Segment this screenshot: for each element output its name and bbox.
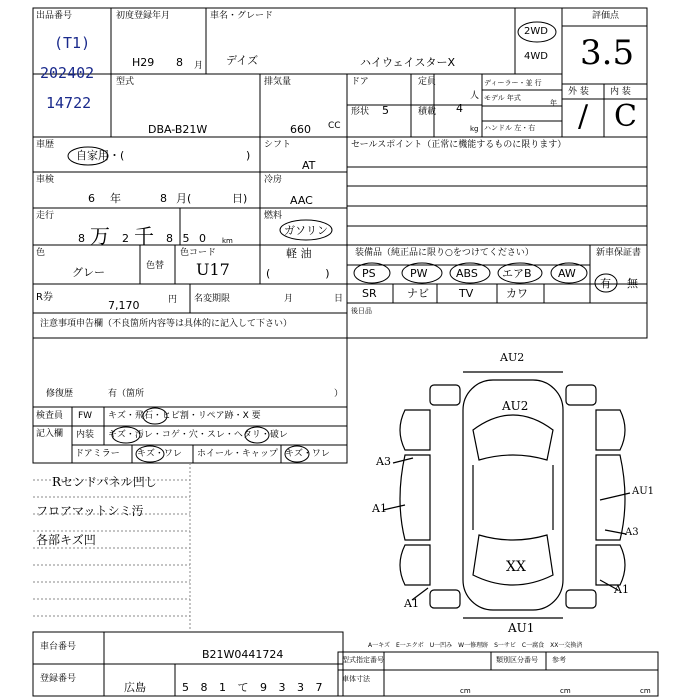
inspector-label: 検査員 [36,411,64,421]
footer-class-number: 類別区分番号 [496,656,538,664]
mirror-text: キズ・ワレ [137,449,182,459]
fuel-gasoline: ガソリン [284,224,328,237]
color-code-label: 色コード [180,248,217,258]
mark-au2-hood: AU2 [502,399,529,413]
interior-row-label: 内装 [76,430,95,440]
warranty-no: 無 [627,277,638,290]
fw-text: キズ・飛石・ヒビ割・リペア跡・X 要 [108,411,261,421]
mark-a3-left: A3 [376,455,391,468]
recycle-label: R券 [36,292,53,303]
lot-line-1: (T1) [54,34,91,52]
damage-legend: A一キズ E一エクボ U一凹み W一修理跡 S一サビ C一腐食 XX一交換済 [368,642,583,649]
equip-tv: TV [459,287,474,300]
capacity-value: 4 [456,102,463,115]
handnote-2: フロアマットシミ汚 [36,504,144,518]
warranty-yes: 有 [600,277,611,290]
mark-au2-top: AU2 [500,351,525,364]
repair-close: ） [334,389,344,399]
footer-cm-3: cm [640,687,651,695]
equip-abs: ABS [456,267,478,280]
recycle-amount: 7,170 [108,299,140,312]
model-year-unit: 年 [550,99,557,107]
first-reg-label: 初度登録年月 [116,11,171,21]
displacement-unit: CC [328,121,341,131]
door-count: 5 [382,104,389,117]
equip-leather: カワ [506,287,528,300]
name-change-month: 月 [284,294,294,304]
score-value: 3.5 [580,33,635,73]
fuel-other: ( ) [266,267,330,280]
inspection-year-unit: 年 [110,192,121,205]
exterior-label: 外 装 [568,87,589,97]
first-reg-month: 8 [176,56,183,69]
fuel-diesel: 軽 油 [286,247,312,260]
model-grade-label: 車名・グレード [210,11,274,21]
repair-value: 有（箇所 [108,389,145,399]
inspection-year: 6 [88,192,95,205]
name-change-day: 日 [334,294,344,304]
equip-aw: AW [558,267,576,280]
mark-au1-bottom: AU1 [508,621,535,635]
wheel-label: ホイール・キャップ [197,449,278,459]
inspection-label: 車検 [36,175,55,185]
drive-4wd: 4WD [524,51,548,62]
type-code: DBA-B21W [148,123,208,136]
record-label: 記入欄 [36,429,64,439]
chassis-label: 車台番号 [40,642,77,652]
score-label: 評価点 [592,11,620,21]
equip-airbag: エアB [502,267,532,280]
color-code-value: U17 [196,260,230,279]
inspection-day-unit: 日) [232,192,248,205]
exterior-grade: / [578,99,589,134]
mileage-sen: 2 [122,232,129,245]
kg-unit: kg [470,125,479,133]
color-change-label: 色替 [146,261,165,271]
capacity-label: 定員 [418,77,437,87]
footer-reference: 参考 [552,656,566,664]
lot-line-3: 14722 [46,94,92,112]
equip-pw: PW [410,267,428,280]
shape-label: 形状 [351,107,370,117]
inspection-month-unit: 月( [176,192,192,205]
after-label: 後日品 [351,307,372,315]
mileage-man-unit: 万 [90,224,110,248]
loading-label: 積載 [418,107,437,117]
interior-label: 内 装 [610,87,631,97]
notes-label: 注意事項申告欄（不良箇所内容等は具体的に記入して下さい） [40,319,293,329]
displacement-value: 660 [290,123,311,136]
mark-a1-rear-right: A1 [614,583,629,596]
door-label: ドア [351,77,369,87]
usage-value: 自家用・( [76,149,125,162]
type-label: 型式 [116,77,135,87]
warranty-label: 新車保証書 [596,248,642,258]
color-value: グレー [72,266,105,279]
mileage-label: 走行 [36,211,55,221]
equip-sr: SR [362,287,377,300]
footer-cm-2: cm [560,687,571,695]
displacement-label: 排気量 [264,77,292,87]
mileage-man: 8 [78,232,85,245]
fuel-label: 燃料 [264,211,283,221]
handnote-1: Rセンドパネル凹し [52,475,157,489]
usage-close: ) [246,149,251,162]
equip-ps: PS [362,267,376,280]
mark-au1-right: AU1 [632,486,655,497]
chassis-number: B21W0441724 [202,648,284,661]
aircon-label: 冷房 [264,175,283,185]
aircon-value: AAC [290,194,313,207]
lot-line-2: 202402 [40,64,95,82]
first-reg-month-unit: 月 [194,61,204,71]
mirror-label: ドアミラー [75,449,120,459]
yen-unit: 円 [168,295,178,305]
reg-digits: 5 8 1 て 9 3 3 7 [182,681,327,694]
first-reg-era: H29 [132,56,155,69]
mark-a1-rear-left: A1 [404,597,419,610]
sales-point-label: セールスポイント（正常に機能するものに限ります） [351,140,567,150]
interior-text: キズ・汚レ・コゲ・穴・スレ・ヘタリ・破レ [108,430,288,440]
mark-a3-right: A3 [625,527,639,538]
shift-label: シフト [264,140,292,150]
inspection-month: 8 [160,192,167,205]
repair-label: 修復歴 [46,389,74,399]
mileage-km: km [222,237,233,245]
mark-xx-rear: XX [506,559,526,575]
shift-value: AT [302,159,316,172]
interior-grade: C [614,99,637,134]
dealer-label: ディーラー・並 行 [484,79,542,87]
mark-a1-left: A1 [372,502,387,515]
handnote-3: 各部キズ凹 [36,533,96,547]
fw-label: FW [78,411,93,421]
reg-label: 登録番号 [40,674,77,684]
reg-area: 広島 [124,681,146,694]
usage-label: 車歴 [36,140,55,150]
equipment-label: 装備品（純正品に限り○をつけてください） [355,248,534,258]
footer-dimensions: 車体寸法 [342,675,370,683]
drive-2wd: 2WD [524,26,548,37]
footer-cm-1: cm [460,687,471,695]
footer-model-designation: 型式指定番号 [342,656,384,664]
color-label: 色 [36,248,46,258]
car-name: デイズ [226,54,259,67]
lot-label: 出品番号 [36,11,73,21]
model-year-label: モデル 年式 [484,94,521,102]
mileage-sen-unit: 千 [134,224,154,248]
name-change-label: 名変期限 [194,294,231,304]
mileage-rest: 8 5 0 [166,232,209,245]
wheel-text: キズ・ワレ [285,449,330,459]
grade: ハイウェイスターX [360,56,455,69]
handle-label: ハンドル 左・右 [484,124,536,132]
equip-navi: ナビ [407,287,429,300]
capacity-unit: 人 [470,91,480,101]
